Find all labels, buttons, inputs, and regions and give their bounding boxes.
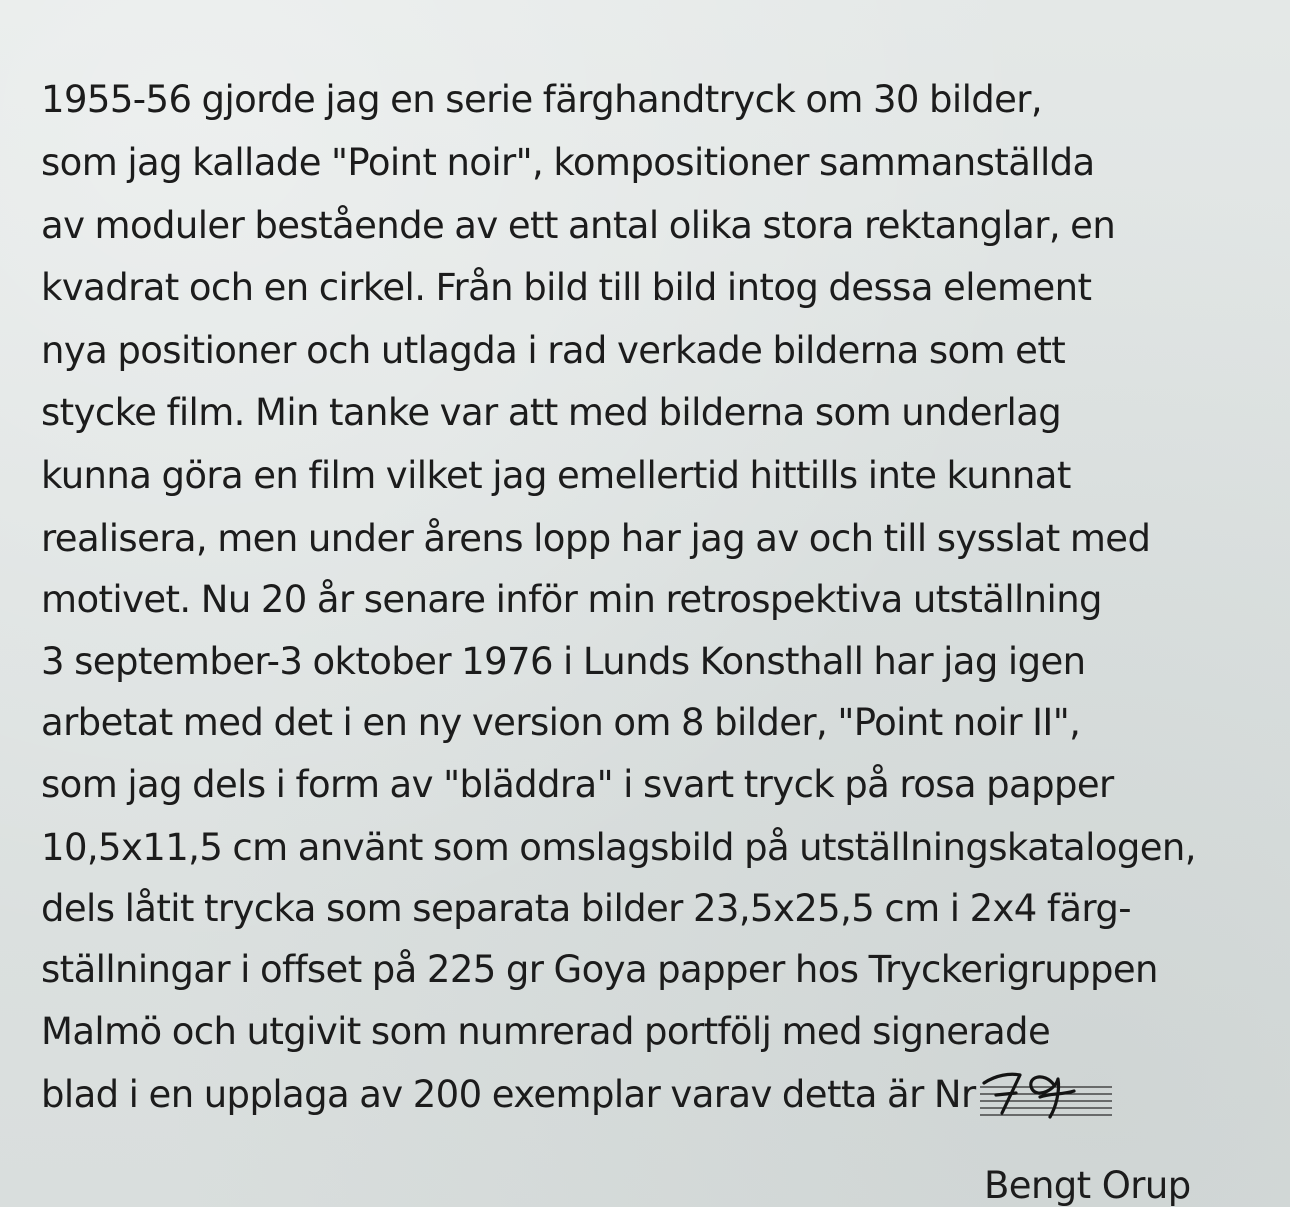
handwritten-number-79 — [976, 1065, 1116, 1125]
text-line-10: 3 september-3 oktober 1976 i Lunds Konsthall har jag igen — [41, 640, 1086, 683]
text-line-12: som jag dels i form av "bläddra" i svart tryck på rosa papper — [41, 763, 1114, 806]
text-line-5: nya positioner och utlagda i rad verkade bilderna som ett — [41, 329, 1066, 372]
text-line-7: kunna göra en film vilket jag emellertid hittills inte kunnat — [41, 454, 1071, 497]
text-line-16: Malmö och utgivit som numrerad portfölj med signerade — [41, 1010, 1051, 1053]
text-line-11: arbetat med det i en ny version om 8 bilder, "Point noir II", — [41, 701, 1081, 744]
text-line-17-content: blad i en upplaga av 200 exemplar varav detta är Nr — [41, 1073, 976, 1116]
text-line-17 — [41, 1073, 1116, 1117]
text-line-14: dels låtit trycka som separata bilder 23,5x25,5 cm i 2x4 färg- — [41, 887, 1132, 930]
handwritten-number — [976, 1073, 1116, 1117]
signature-name: Bengt Orup — [984, 1164, 1191, 1207]
text-line-8: realisera, men under årens lopp har jag av och till sysslat med — [41, 517, 1151, 560]
text-line-2: som jag kallade "Point noir", kompositioner sammanställda — [41, 141, 1095, 184]
text-line-13: 10,5x11,5 cm använt som omslagsbild på utställningskatalogen, — [41, 826, 1196, 869]
text-line-15: ställningar i offset på 225 gr Goya papper hos Tryckerigruppen — [41, 948, 1158, 991]
text-line-4: kvadrat och en cirkel. Från bild till bild intog dessa element — [41, 266, 1092, 309]
text-line-3: av moduler bestående av ett antal olika stora rektanglar, en — [41, 204, 1116, 247]
text-line-9: motivet. Nu 20 år senare inför min retrospektiva utställning — [41, 578, 1102, 621]
text-line-1: 1955-56 gjorde jag en serie färghandtryck om 30 bilder, — [41, 78, 1043, 121]
text-line-6: stycke film. Min tanke var att med bilderna som underlag — [41, 391, 1062, 434]
